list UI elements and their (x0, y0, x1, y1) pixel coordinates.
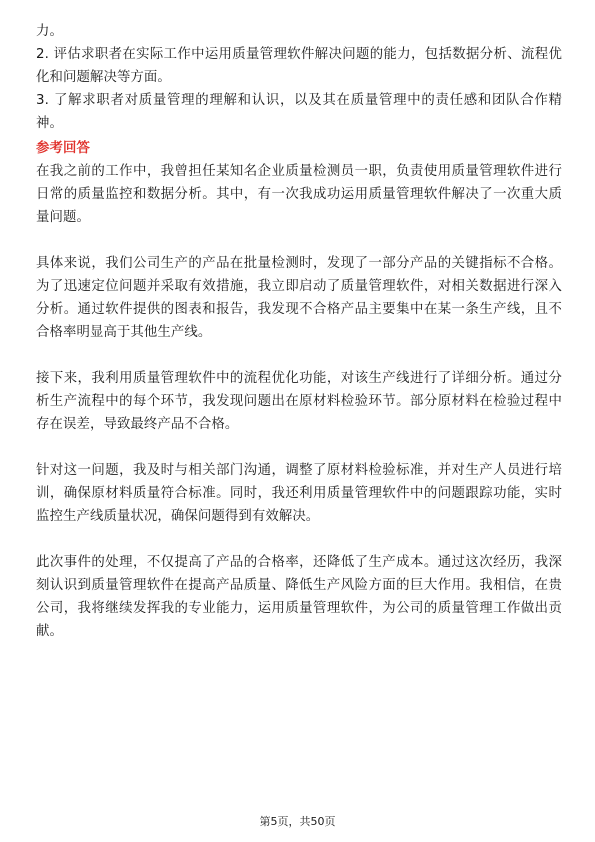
answer-paragraph-4: 针对这一问题，我及时与相关部门沟通，调整了原材料检验标准，并对生产人员进行培训，确保原材料质量符合标准。同时，我还利用质量管理软件中的问题跟踪功能，实时监控生产线质量状况，确保问题得到有效解决。 (36, 463, 562, 524)
continuation-line: 力。 (36, 24, 63, 39)
evaluation-point-3: 3. 了解求职者对质量管理的理解和认识，以及其在质量管理中的责任感和团队合作精神。 (36, 93, 562, 131)
page-number-footer: 第5页，共50页 (259, 815, 336, 828)
answer-paragraph-3: 接下来，我利用质量管理软件中的流程优化功能，对该生产线进行了详细分析。通过分析生产流程中的每个环节，我发现问题出在原材料检验环节。部分原材料在检验过程中存在误差，导致最终产品不合格。 (36, 371, 562, 432)
answer-paragraph-1: 在我之前的工作中，我曾担任某知名企业质量检测员一职，负责使用质量管理软件进行日常的质量监控和数据分析。其中，有一次我成功运用质量管理软件解决了一次重大质量问题。 (36, 164, 562, 225)
answer-paragraph-5: 此次事件的处理，不仅提高了产品的合格率，还降低了生产成本。通过这次经历，我深刻认识到质量管理软件在提高产品质量、降低生产风险方面的巨大作用。我相信，在贵公司，我将继续发挥我的专业能力，运用质量管理软件，为公司的质量管理工作做出贡献。 (36, 555, 562, 639)
document-body (36, 20, 562, 643)
section-title-reference-answer: 参考回答 (36, 141, 90, 156)
answer-paragraph-2: 具体来说，我们公司生产的产品在批量检测时，发现了一部分产品的关键指标不合格。为了迅速定位问题并采取有效措施，我立即启动了质量管理软件，对相关数据进行深入分析。通过软件提供的图表和报告，我发现不合格产品主要集中在某一条生产线，且不合格率明显高于其他生产线。 (36, 256, 562, 340)
evaluation-point-2: 2. 评估求职者在实际工作中运用质量管理软件解决问题的能力，包括数据分析、流程优化和问题解决等方面。 (36, 47, 562, 85)
